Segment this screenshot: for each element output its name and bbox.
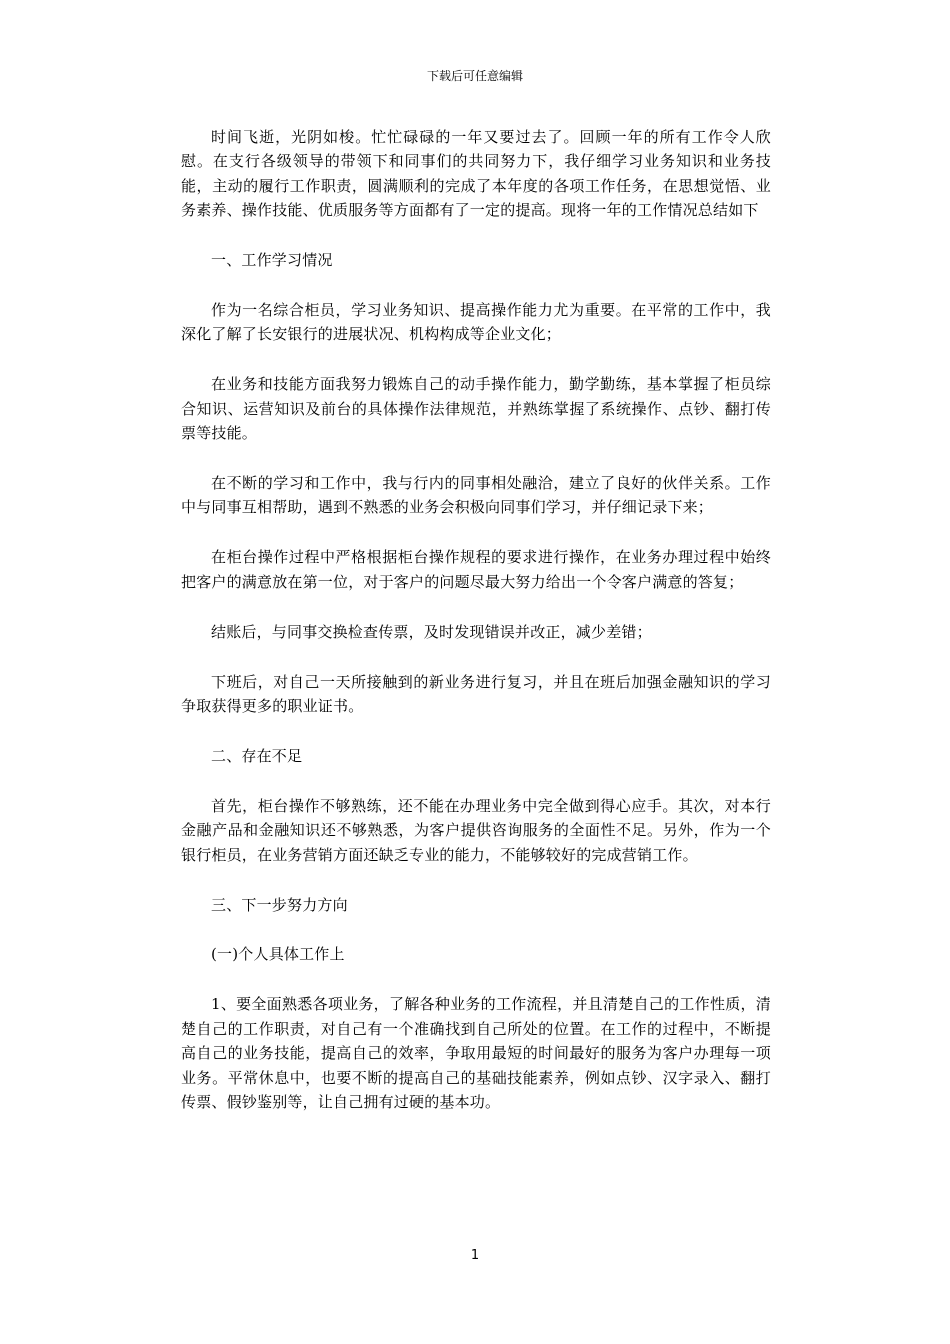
- paragraph-gap: [181, 520, 771, 546]
- body-paragraph: 在不断的学习和工作中，我与行内的同事相处融洽，建立了良好的伙伴关系。工作中与同事互相帮助，遇到不熟悉的业务会积极向同事们学习，并仔细记录下来；: [181, 474, 771, 517]
- section-heading-shortcomings: 二、存在不足: [211, 746, 303, 765]
- paragraph-gap: [181, 967, 771, 993]
- subsection-heading: (一)个人具体工作上: [211, 945, 345, 964]
- body-paragraph: 首先，柜台操作不够熟练，还不能在办理业务中完全做到得心应手。其次，对本行金融产品和金融知识还不够熟悉，为客户提供咨询服务的全面性不足。另外，作为一个银行柜员，在业务营销方面还缺乏专业的能力，不能够较好的完成营销工作。: [181, 796, 771, 864]
- body-paragraph: 结账后，与同事交换检查传票，及时发现错误并改正，减少差错；: [211, 622, 652, 641]
- body-paragraph: 在柜台操作过程中严格根据柜台操作规程的要求进行操作，在业务办理过程中始终把客户的满意放在第一位，对于客户的问题尽最大努力给出一个令客户满意的答复；: [181, 548, 771, 591]
- page-header: 下载后可任意编辑: [426, 69, 523, 83]
- intro-paragraph: 时间飞逝，光阴如梭。忙忙碌碌的一年又要过去了。回顾一年的所有工作令人欣慰。在支行各级领导的带领下和同事们的共同努力下，我仔细学习业务知识和业务技能，主动的履行工作职责，圆满顺利的完成了本年度的各项工作任务，在思想觉悟、业务素养、操作技能、优质服务等方面都有了一定的提高。现将一年的工作情况总结如下: [181, 128, 771, 220]
- page-number: 1: [470, 1248, 480, 1263]
- paragraph-gap: [181, 768, 771, 794]
- section-heading-next-steps: 三、下一步努力方向: [211, 895, 348, 914]
- paragraph-gap: [181, 867, 771, 893]
- paragraph-gap: [181, 718, 771, 744]
- body-paragraph: 下班后，对自己一天所接触到的新业务进行复习，并且在班后加强金融知识的学习争取获得更多的职业证书。: [181, 672, 771, 715]
- body-paragraph: 在业务和技能方面我努力锻炼自己的动手操作能力，勤学勤练，基本掌握了柜员综合知识、运营知识及前台的具体操作法律规范，并熟练掌握了系统操作、点钞、翻打传票等技能。: [181, 375, 771, 443]
- section-heading-work-study: 一、工作学习情况: [211, 251, 333, 270]
- paragraph-gap: [181, 644, 771, 670]
- paragraph-gap: [181, 594, 771, 620]
- paragraph-gap: [181, 446, 771, 472]
- body-paragraph: 1、要全面熟悉各项业务，了解各种业务的工作流程，并且清楚自己的工作性质，清楚自己的工作职责，对自己有一个准确找到自己所处的位置。在工作的过程中，不断提高自己的业务技能，提高自己的效率，争取用最短的时间最好的服务为客户办理每一项业务。平常休息中，也要不断的提高自己的基础技能素养，例如点钞、汉字录入、翻打传票、假钞鉴别等，让自己拥有过硬的基本功。: [181, 995, 771, 1111]
- paragraph-gap: [181, 917, 771, 943]
- paragraph-gap: [181, 347, 771, 373]
- body-paragraph: 作为一名综合柜员，学习业务知识、提高操作能力尤为重要。在平常的工作中，我深化了解了长安银行的进展状况、机构构成等企业文化；: [181, 301, 771, 344]
- document-body: [181, 125, 771, 1114]
- paragraph-gap: [181, 223, 771, 249]
- paragraph-gap: [181, 273, 771, 299]
